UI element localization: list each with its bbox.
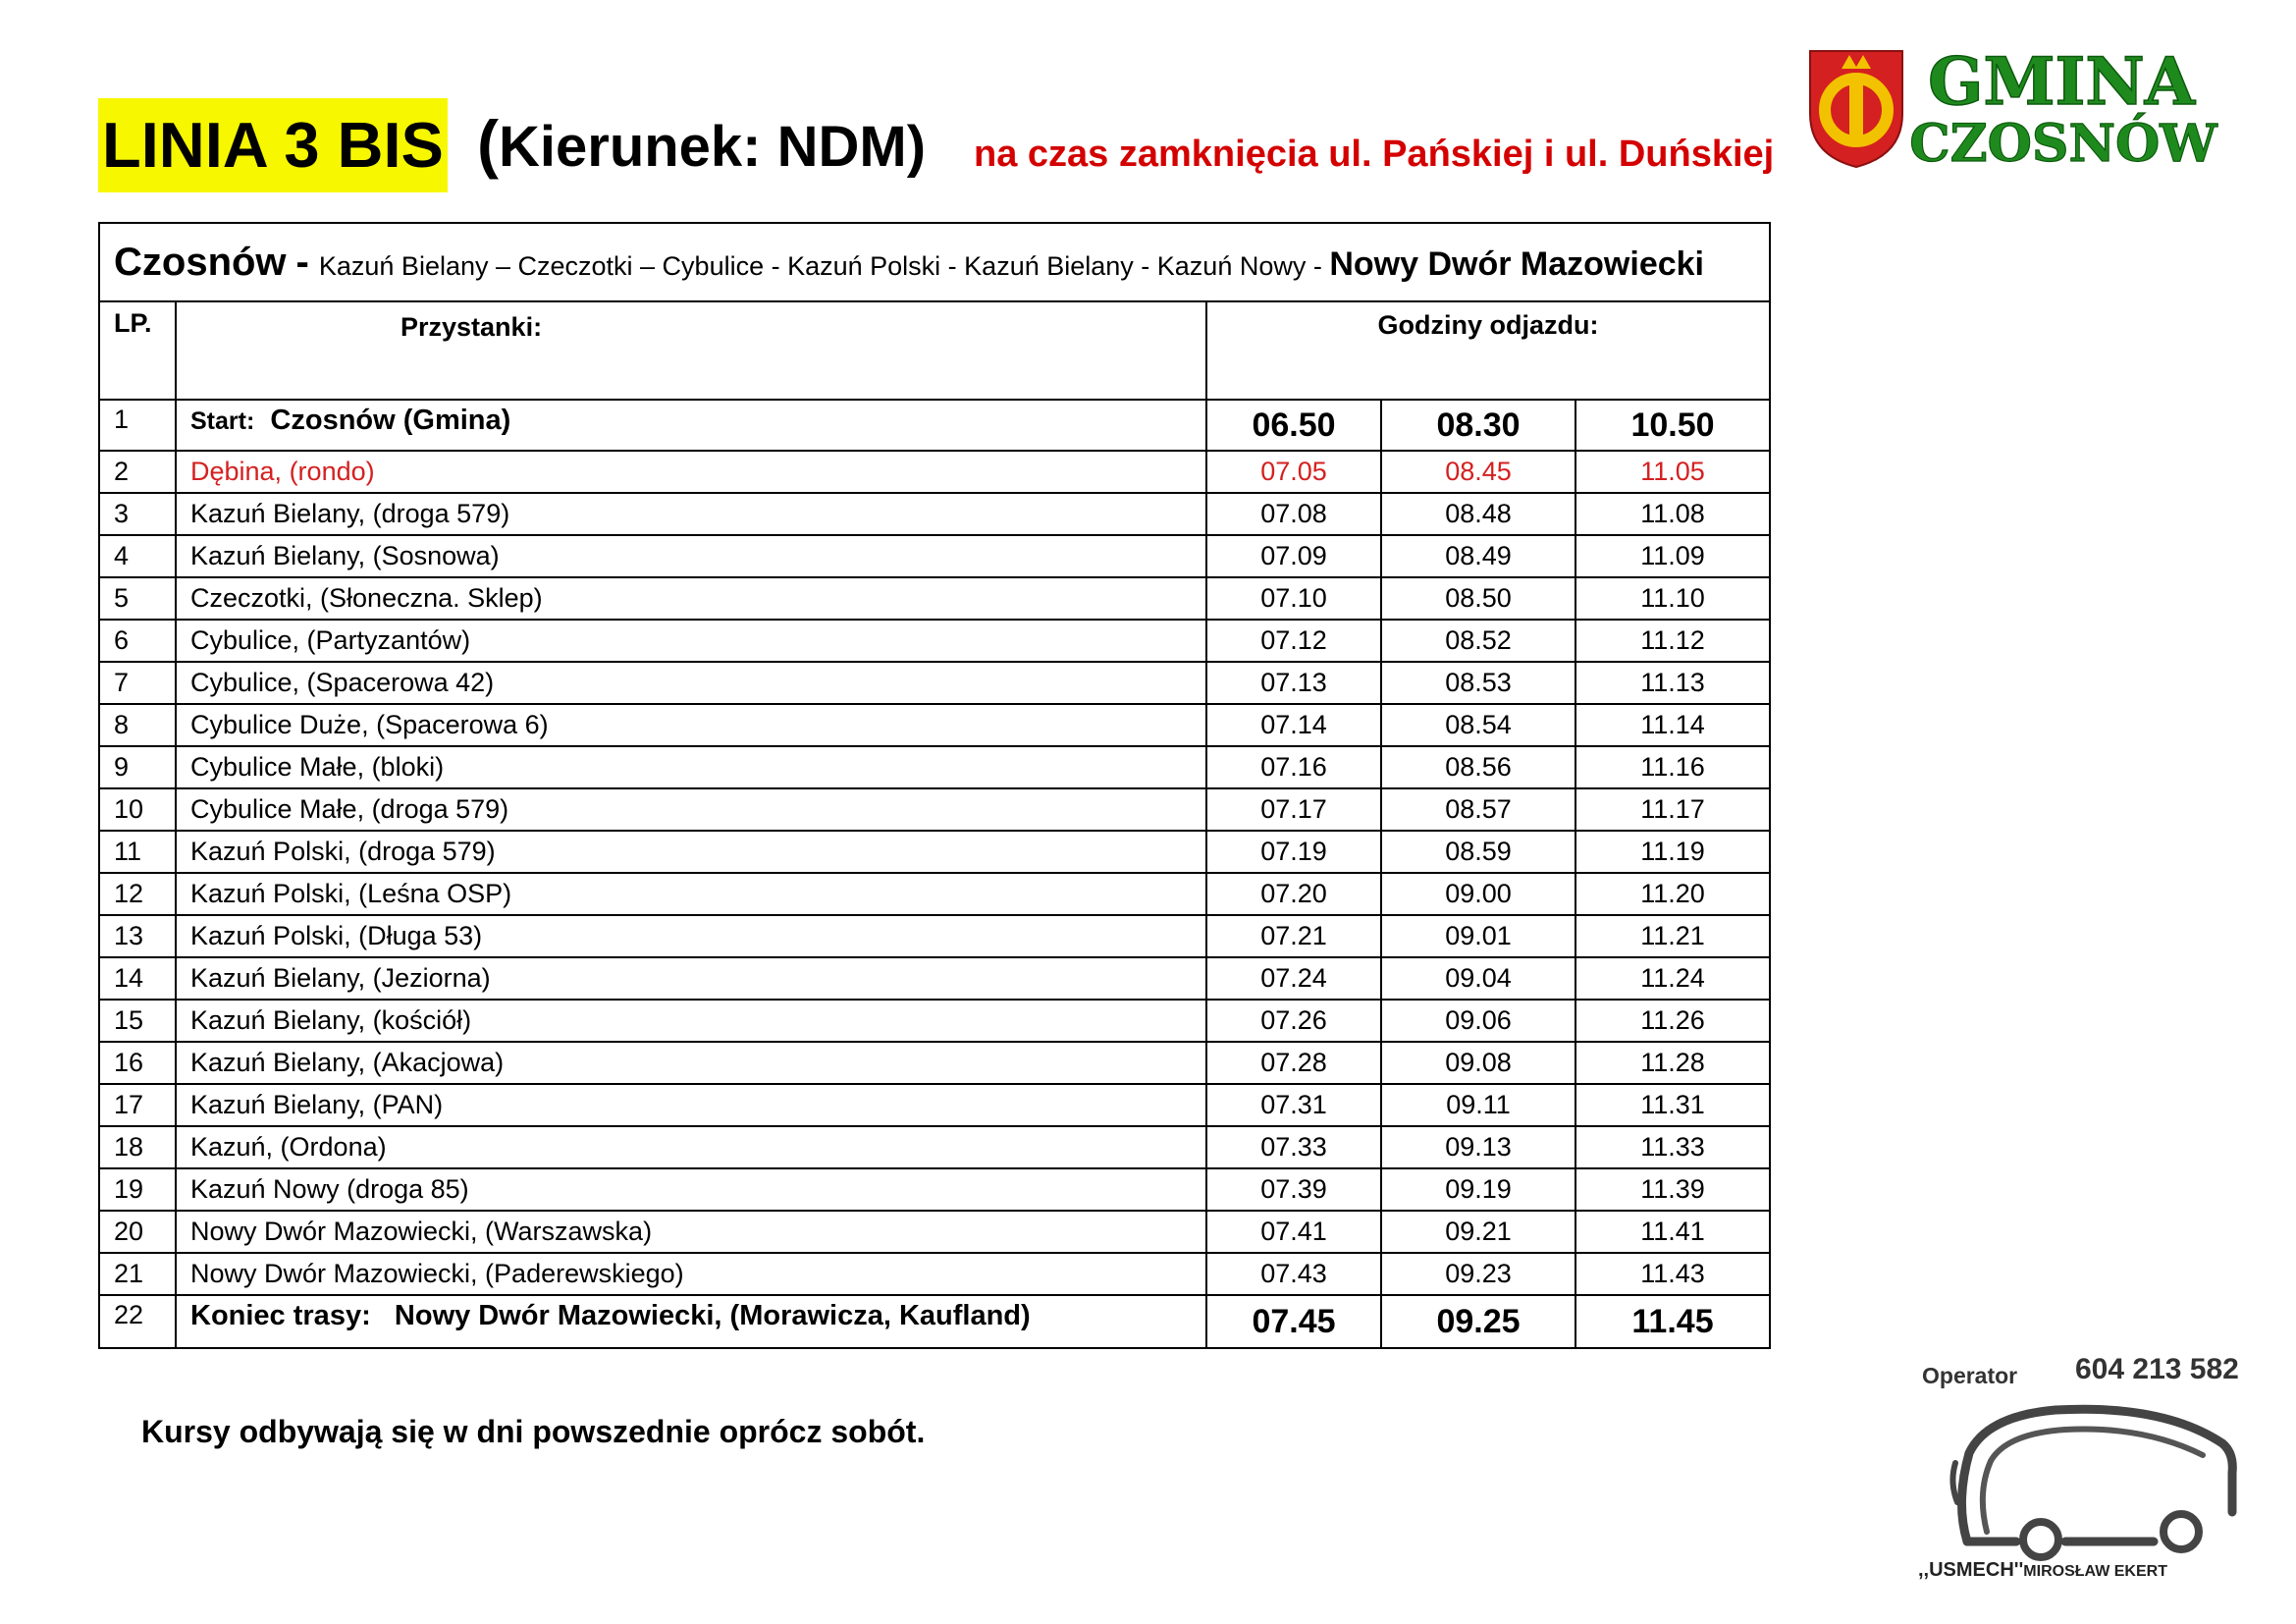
- departure-time: 07.17: [1206, 788, 1381, 831]
- departure-time: 11.12: [1575, 620, 1770, 662]
- stop-number: 7: [99, 662, 176, 704]
- departure-time: 07.21: [1206, 915, 1381, 957]
- table-row: [99, 1295, 1770, 1348]
- table-row: [99, 400, 1770, 451]
- table-row: [99, 1042, 1770, 1084]
- departure-time: 07.14: [1206, 704, 1381, 746]
- departure-time: 08.56: [1381, 746, 1575, 788]
- departure-time: 07.16: [1206, 746, 1381, 788]
- stop-name: Kazuń Polski, (Leśna OSP): [190, 879, 512, 908]
- stop-name: Cybulice Duże, (Spacerowa 6): [190, 710, 549, 739]
- stop-name: Kazuń Polski, (Długa 53): [190, 921, 483, 950]
- departure-time: 07.09: [1206, 535, 1381, 577]
- stop-name-cell: [176, 1168, 1206, 1211]
- lp-header: LP.: [99, 301, 176, 400]
- departure-time: 07.12: [1206, 620, 1381, 662]
- departure-time: 07.31: [1206, 1084, 1381, 1126]
- table-row: [99, 1253, 1770, 1295]
- departure-time: 08.49: [1381, 535, 1575, 577]
- departure-time: 11.05: [1575, 451, 1770, 493]
- stop-name: Kazuń Bielany, (Jeziorna): [190, 963, 491, 993]
- departure-time: 09.19: [1381, 1168, 1575, 1211]
- departure-time: 11.17: [1575, 788, 1770, 831]
- table-row: [99, 915, 1770, 957]
- stop-name-cell: [176, 1211, 1206, 1253]
- stop-name-cell: [176, 577, 1206, 620]
- table-row: [99, 746, 1770, 788]
- stop-number: 15: [99, 1000, 176, 1042]
- departure-time: 09.23: [1381, 1253, 1575, 1295]
- stop-name-cell: [176, 493, 1206, 535]
- stop-name: Czosnów (Gmina): [270, 405, 511, 436]
- header-row: [99, 301, 1770, 400]
- departure-time: 07.26: [1206, 1000, 1381, 1042]
- operator-company: [1918, 1559, 2167, 1582]
- closure-notice: na czas zamknięcia ul. Pańskiej i ul. Duńskiej: [974, 134, 1775, 175]
- logo-line2: CZOSNÓW: [1909, 114, 2217, 173]
- departure-time: 08.57: [1381, 788, 1575, 831]
- table-row: [99, 662, 1770, 704]
- stop-name-cell: [176, 620, 1206, 662]
- stop-name: Kazuń Bielany, (Akacjowa): [190, 1048, 505, 1077]
- departure-time: 08.45: [1381, 451, 1575, 493]
- stop-number: 21: [99, 1253, 176, 1295]
- stop-name-cell: [176, 957, 1206, 1000]
- route-start: Czosnów: [114, 240, 287, 284]
- departure-time: 07.45: [1206, 1295, 1381, 1348]
- departure-time: 11.26: [1575, 1000, 1770, 1042]
- departure-time: 11.39: [1575, 1168, 1770, 1211]
- stops-header: Przystanki:: [176, 301, 1206, 400]
- operator-phone: 604 213 582: [2075, 1353, 2239, 1385]
- table-row: [99, 873, 1770, 915]
- stop-name-cell: [176, 788, 1206, 831]
- bus-icon: [1948, 1394, 2242, 1561]
- route-via: Kazuń Bielany – Czeczotki – Cybulice - Kazuń Polski - Kazuń Bielany - Kazuń Nowy -: [318, 250, 1322, 281]
- table-row: [99, 1084, 1770, 1126]
- stop-number: 6: [99, 620, 176, 662]
- departure-time: 11.08: [1575, 493, 1770, 535]
- table-row: [99, 535, 1770, 577]
- departure-time: 07.20: [1206, 873, 1381, 915]
- start-prefix: Start:: [190, 407, 255, 435]
- table-row: [99, 493, 1770, 535]
- stop-name: Dębina, (rondo): [190, 457, 375, 486]
- departure-time: 07.43: [1206, 1253, 1381, 1295]
- table-row: [99, 704, 1770, 746]
- departure-time: 08.53: [1381, 662, 1575, 704]
- table-row: [99, 957, 1770, 1000]
- table-row: [99, 831, 1770, 873]
- stop-name-cell: [176, 873, 1206, 915]
- stop-name-cell: [176, 662, 1206, 704]
- table-row: [99, 451, 1770, 493]
- departure-time: 11.21: [1575, 915, 1770, 957]
- departure-time: 11.19: [1575, 831, 1770, 873]
- stop-name: Cybulice, (Partyzantów): [190, 625, 471, 655]
- gmina-czosnow-logo: [1804, 45, 2236, 173]
- stop-name: Cybulice, (Spacerowa 42): [190, 668, 495, 697]
- direction-label: [477, 106, 926, 181]
- operator-label: Operator: [1922, 1363, 2018, 1388]
- stop-number: 14: [99, 957, 176, 1000]
- stop-number: 10: [99, 788, 176, 831]
- departure-time: 09.11: [1381, 1084, 1575, 1126]
- stop-number: 11: [99, 831, 176, 873]
- table-row: [99, 620, 1770, 662]
- stop-number: 9: [99, 746, 176, 788]
- departure-time: 07.05: [1206, 451, 1381, 493]
- departure-time: 07.13: [1206, 662, 1381, 704]
- departure-time: 11.13: [1575, 662, 1770, 704]
- departure-time: 06.50: [1206, 400, 1381, 451]
- departure-time: 11.10: [1575, 577, 1770, 620]
- direction-text: Kierunek: NDM): [498, 115, 927, 179]
- direction-paren: (: [477, 107, 499, 180]
- logo-line1: GMINA: [1928, 45, 2195, 120]
- route-row: [99, 223, 1770, 301]
- stop-name-cell: [176, 831, 1206, 873]
- stop-name: Kazuń Polski, (droga 579): [190, 837, 496, 866]
- departure-time: 07.33: [1206, 1126, 1381, 1168]
- stop-name: Kazuń Bielany, (droga 579): [190, 499, 510, 528]
- end-prefix: Koniec trasy:: [190, 1300, 371, 1331]
- stop-number: 3: [99, 493, 176, 535]
- departure-time: 09.08: [1381, 1042, 1575, 1084]
- departure-time: 08.50: [1381, 577, 1575, 620]
- stop-number: 16: [99, 1042, 176, 1084]
- company-owner: MIROSŁAW EKERT: [2023, 1563, 2167, 1580]
- departure-time: 11.20: [1575, 873, 1770, 915]
- stop-number: 5: [99, 577, 176, 620]
- stop-name-cell: [176, 1253, 1206, 1295]
- stop-number: 19: [99, 1168, 176, 1211]
- departure-time: 09.13: [1381, 1126, 1575, 1168]
- route-end: Nowy Dwór Mazowiecki: [1329, 244, 1704, 283]
- stop-name-cell: [176, 1126, 1206, 1168]
- departure-time: 07.28: [1206, 1042, 1381, 1084]
- departure-time: 07.41: [1206, 1211, 1381, 1253]
- departure-time: 11.41: [1575, 1211, 1770, 1253]
- departures-header: Godziny odjazdu:: [1206, 301, 1770, 400]
- departure-time: 09.01: [1381, 915, 1575, 957]
- table-row: [99, 1168, 1770, 1211]
- departure-time: 11.31: [1575, 1084, 1770, 1126]
- stop-name-cell: [176, 1295, 1206, 1348]
- departure-time: 09.00: [1381, 873, 1575, 915]
- stop-name-cell: [176, 1084, 1206, 1126]
- table-row: [99, 1211, 1770, 1253]
- stop-name: Nowy Dwór Mazowiecki, (Morawicza, Kaufland): [394, 1300, 1031, 1331]
- stop-name-cell: [176, 1000, 1206, 1042]
- stop-name: Kazuń Bielany, (Sosnowa): [190, 541, 500, 570]
- departure-time: 08.52: [1381, 620, 1575, 662]
- departure-time: 10.50: [1575, 400, 1770, 451]
- departure-time: 09.06: [1381, 1000, 1575, 1042]
- stop-name: Kazuń, (Ordona): [190, 1132, 387, 1162]
- stop-name: Nowy Dwór Mazowiecki, (Warszawska): [190, 1217, 653, 1246]
- stop-number: 1: [99, 400, 176, 451]
- departure-time: 09.25: [1381, 1295, 1575, 1348]
- departure-time: 07.19: [1206, 831, 1381, 873]
- stop-name: Czeczotki, (Słoneczna. Sklep): [190, 583, 543, 613]
- stop-name-cell: [176, 451, 1206, 493]
- stop-name: Cybulice Małe, (droga 579): [190, 794, 509, 824]
- departure-time: 11.14: [1575, 704, 1770, 746]
- departure-time: 07.24: [1206, 957, 1381, 1000]
- stop-name-cell: [176, 746, 1206, 788]
- departure-time: 07.08: [1206, 493, 1381, 535]
- departure-time: 11.09: [1575, 535, 1770, 577]
- stop-name: Cybulice Małe, (bloki): [190, 752, 445, 782]
- operator-logo: [1908, 1345, 2252, 1600]
- departure-time: 11.28: [1575, 1042, 1770, 1084]
- coat-of-arms-icon: [1804, 45, 2236, 173]
- line-title: LINIA 3 BIS: [98, 98, 448, 192]
- departure-time: 08.48: [1381, 493, 1575, 535]
- stop-name-cell: [176, 1042, 1206, 1084]
- stop-number: 8: [99, 704, 176, 746]
- departure-time: 11.33: [1575, 1126, 1770, 1168]
- table-row: [99, 1126, 1770, 1168]
- departure-time: 11.16: [1575, 746, 1770, 788]
- departure-time: 09.04: [1381, 957, 1575, 1000]
- route-description: [99, 223, 1770, 301]
- departure-time: 08.54: [1381, 704, 1575, 746]
- stop-name: Kazuń Nowy (droga 85): [190, 1174, 469, 1204]
- table-row: [99, 788, 1770, 831]
- stop-number: 4: [99, 535, 176, 577]
- company-name: ,,USMECH'': [1918, 1559, 2024, 1581]
- departure-time: 08.59: [1381, 831, 1575, 873]
- stop-name: Kazuń Bielany, (PAN): [190, 1090, 444, 1119]
- table-row: [99, 1000, 1770, 1042]
- stop-name-cell: [176, 915, 1206, 957]
- departure-time: 11.24: [1575, 957, 1770, 1000]
- stop-number: 18: [99, 1126, 176, 1168]
- stop-name-cell: [176, 704, 1206, 746]
- departure-time: 11.43: [1575, 1253, 1770, 1295]
- departure-time: 08.30: [1381, 400, 1575, 451]
- stop-name-cell: [176, 400, 1206, 451]
- departure-time: 09.21: [1381, 1211, 1575, 1253]
- stop-number: 20: [99, 1211, 176, 1253]
- departure-time: 11.45: [1575, 1295, 1770, 1348]
- stop-number: 22: [99, 1295, 176, 1348]
- table-row: [99, 577, 1770, 620]
- service-note: Kursy odbywają się w dni powszednie oprócz sobót.: [141, 1414, 926, 1449]
- stop-number: 13: [99, 915, 176, 957]
- stop-number: 17: [99, 1084, 176, 1126]
- stop-name: Nowy Dwór Mazowiecki, (Paderewskiego): [190, 1259, 684, 1288]
- stop-number: 2: [99, 451, 176, 493]
- departure-time: 07.10: [1206, 577, 1381, 620]
- timetable: [98, 222, 1771, 1349]
- stop-number: 12: [99, 873, 176, 915]
- stop-name-cell: [176, 535, 1206, 577]
- page-header: [98, 94, 1787, 192]
- route-dash: -: [295, 240, 309, 284]
- stop-name: Kazuń Bielany, (kościół): [190, 1005, 472, 1035]
- departure-time: 07.39: [1206, 1168, 1381, 1211]
